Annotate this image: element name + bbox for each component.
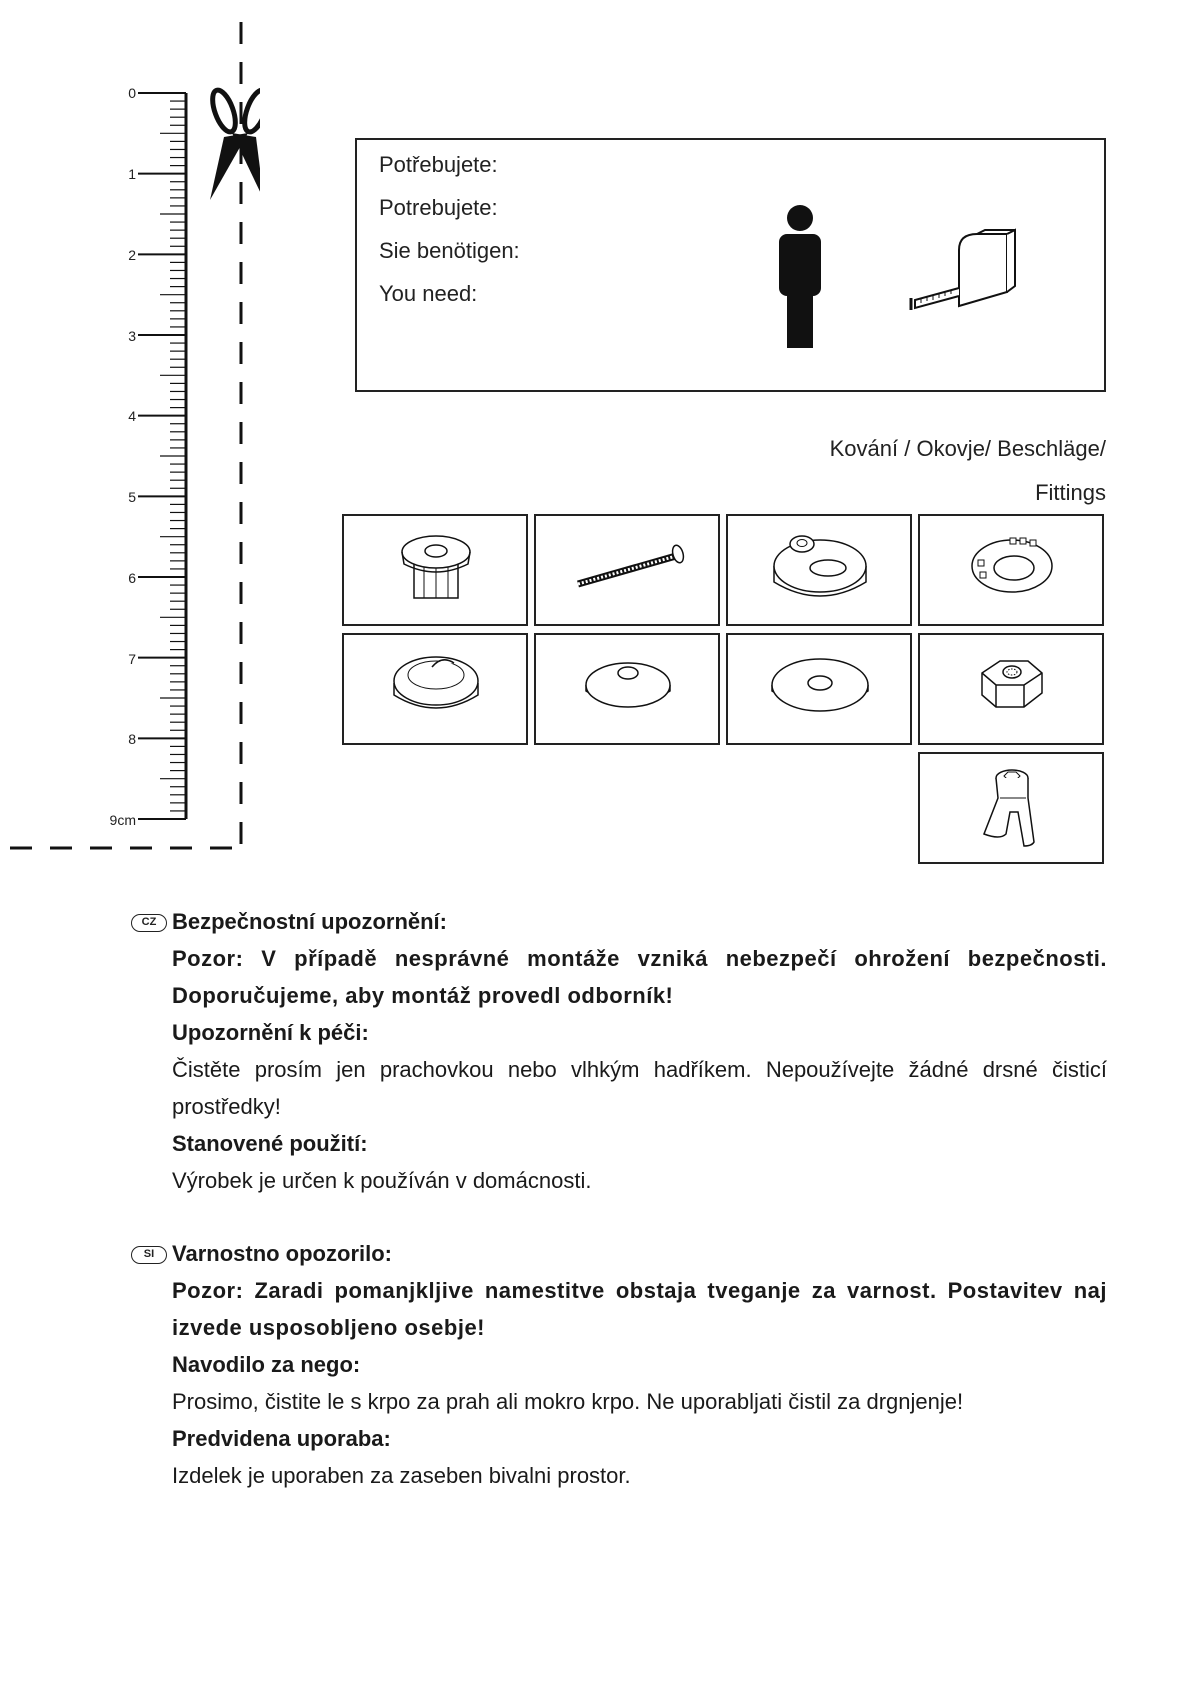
ruler-label: 1: [128, 166, 136, 182]
ruler-label: 0: [128, 85, 136, 101]
cap-plug-icon: [344, 516, 530, 628]
safety-warning: Pozor: Zaradi pomanjkljive namestitve obstaja tveganje za varnost. Postavitev naj izvede usposobljeno osebje!: [172, 1278, 1107, 1340]
fitting-cell: [534, 514, 720, 626]
care-text: Prosimo, čistite le s krpo za prah ali mokro krpo. Ne uporabljati čistil za drgnjenje!: [172, 1389, 964, 1414]
need-label-en: You need:: [379, 281, 478, 306]
care-heading: Navodilo za nego:: [172, 1352, 361, 1377]
need-label-cz: Potřebujete:: [379, 152, 498, 177]
tape-measure-icon: [907, 228, 1027, 328]
ruler-label: 6: [128, 570, 136, 586]
fitting-cell: [534, 633, 720, 745]
use-heading: Stanovené použití:: [172, 1131, 368, 1156]
wrench-icon: [920, 754, 1106, 866]
fitting-cell: [726, 633, 912, 745]
care-text: Čistěte prosím jen prachovkou nebo vlhkým hadříkem. Nepoužívejte žádné drsné čisticí prostředky!: [172, 1057, 1107, 1119]
ruler-label: 7: [128, 651, 136, 667]
tools-needed-box: [355, 138, 1106, 392]
person-icon: [775, 204, 825, 354]
language-badge-si: SI: [131, 1246, 167, 1264]
cam-lock-icon: [728, 516, 914, 628]
use-heading: Predvidena uporaba:: [172, 1426, 391, 1451]
ruler-label: 4: [128, 408, 136, 424]
ruler-label: 3: [128, 328, 136, 344]
ruler-label: 9cm: [109, 812, 136, 828]
safety-section-si: [172, 1235, 1107, 1494]
ruler-ticks: [138, 93, 186, 819]
cover-cap-icon: [344, 635, 530, 747]
fitting-cell: [918, 514, 1104, 626]
large-washer-icon: [728, 635, 914, 747]
bolt-icon: [536, 516, 722, 628]
fitting-cell: [726, 514, 912, 626]
use-text: Výrobek je určen k používán v domácnosti.: [172, 1168, 592, 1193]
care-heading: Upozornění k péči:: [172, 1020, 369, 1045]
scissors-icon: [208, 87, 260, 200]
safety-warning: Pozor: V případě nesprávné montáže vzniká nebezpečí ohrožení bezpečnosti. Doporučujeme, aby montáž provedl odborník!: [172, 946, 1107, 1008]
fitting-cell: [918, 633, 1104, 745]
safety-heading: Varnostno opozorilo:: [172, 1241, 392, 1266]
ruler-label: 5: [128, 489, 136, 505]
need-label-si: Potrebujete:: [379, 195, 498, 220]
small-washer-icon: [536, 635, 722, 747]
fitting-cell: [342, 514, 528, 626]
safety-section-cz: [172, 903, 1107, 1199]
measuring-ruler: [0, 0, 260, 860]
language-badge-cz: CZ: [131, 914, 167, 932]
fitting-cell: [918, 752, 1104, 864]
ruler-label: 8: [128, 731, 136, 747]
ruler-label: 2: [128, 247, 136, 263]
fittings-title-line1: Kování / Okovje/ Beschläge/: [829, 436, 1106, 461]
need-label-de: Sie benötigen:: [379, 238, 520, 263]
fittings-title-line2: Fittings: [1035, 480, 1106, 505]
safety-heading: Bezpečnostní upozornění:: [172, 909, 447, 934]
hex-nut-icon: [920, 635, 1106, 747]
connector-ring-icon: [920, 516, 1106, 628]
fitting-cell: [342, 633, 528, 745]
use-text: Izdelek je uporaben za zaseben bivalni prostor.: [172, 1463, 631, 1488]
